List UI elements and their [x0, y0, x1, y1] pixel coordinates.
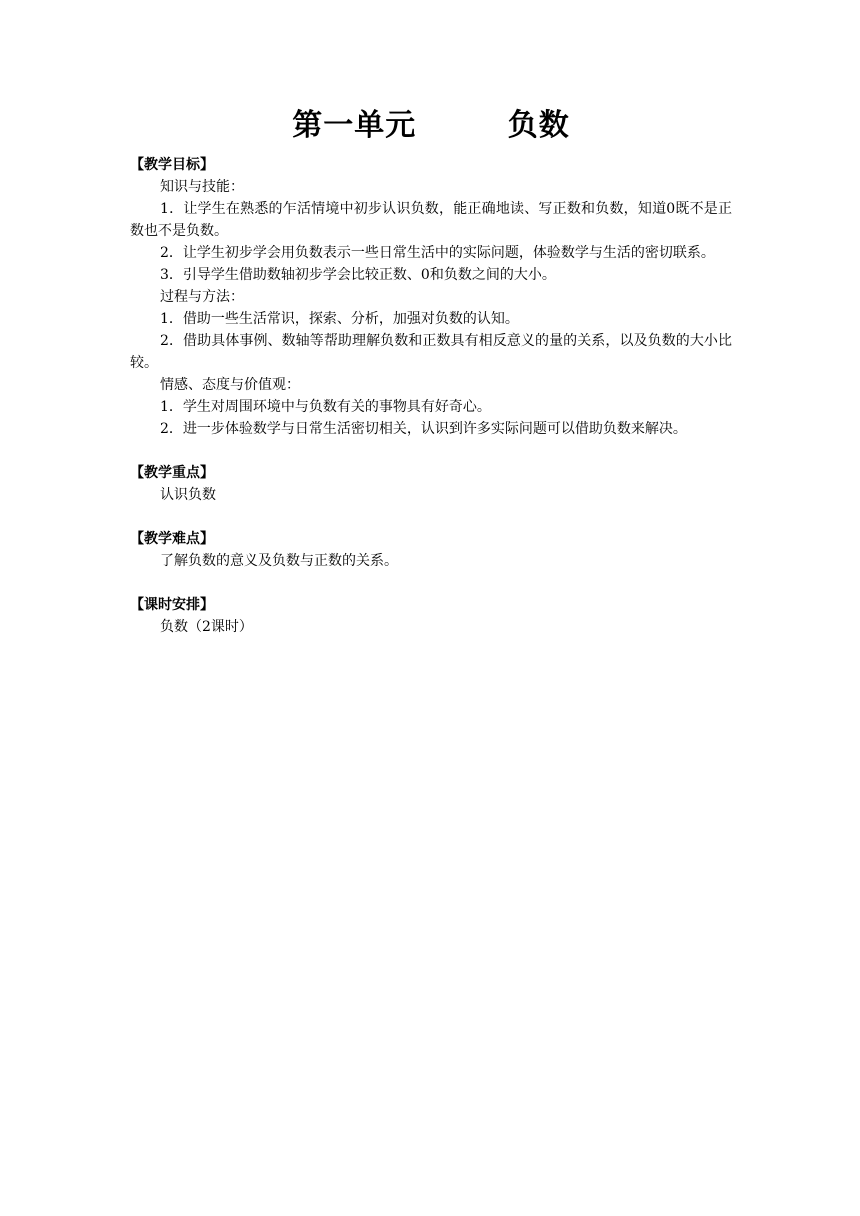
subheading-emotion-attitude-values: 情感、态度与价值观：: [160, 377, 300, 393]
paragraph: 2．借助具体事例、数轴等帮助理解负数和正数具有相反意义的量的关系，以及负数的大小比较。: [130, 333, 732, 371]
paragraph: 负数（2课时）: [160, 619, 253, 635]
subheading-knowledge-skills: 知识与技能：: [160, 179, 244, 195]
paragraph: 1．借助一些生活常识，探索、分析，加强对负数的认知。: [160, 311, 519, 327]
section-heading: 【教学重点】: [130, 465, 214, 481]
paragraph: 2．进一步体验数学与日常生活密切相关，认识到许多实际问题可以借助负数来解决。: [160, 421, 687, 437]
document-page: [130, 104, 732, 638]
section-heading: 【教学目标】: [130, 157, 214, 173]
paragraph: 1．学生对周围环境中与负数有关的事物具有好奇心。: [160, 399, 491, 415]
paragraph: 了解负数的意义及负数与正数的关系。: [160, 553, 398, 569]
subheading-process-methods: 过程与方法：: [160, 289, 244, 305]
section-teaching-focus: [130, 462, 732, 506]
section-class-schedule: [130, 594, 732, 638]
paragraph: 1．让学生在熟悉的乍活情境中初步认识负数，能正确地读、写正数和负数，知道0既不是正数也不是负数。: [130, 201, 732, 239]
paragraph: 2．让学生初步学会用负数表示一些日常生活中的实际问题，体验数学与生活的密切联系。: [160, 245, 715, 261]
section-teaching-difficulty: [130, 528, 732, 572]
section-heading: 【教学难点】: [130, 531, 214, 547]
paragraph: 认识负数: [160, 487, 216, 503]
page-title: 第一单元 负数: [292, 108, 570, 143]
section-teaching-objectives: [130, 154, 732, 440]
paragraph: 3．引导学生借助数轴初步学会比较正数、0和负数之间的大小。: [160, 267, 556, 283]
section-heading: 【课时安排】: [130, 597, 214, 613]
